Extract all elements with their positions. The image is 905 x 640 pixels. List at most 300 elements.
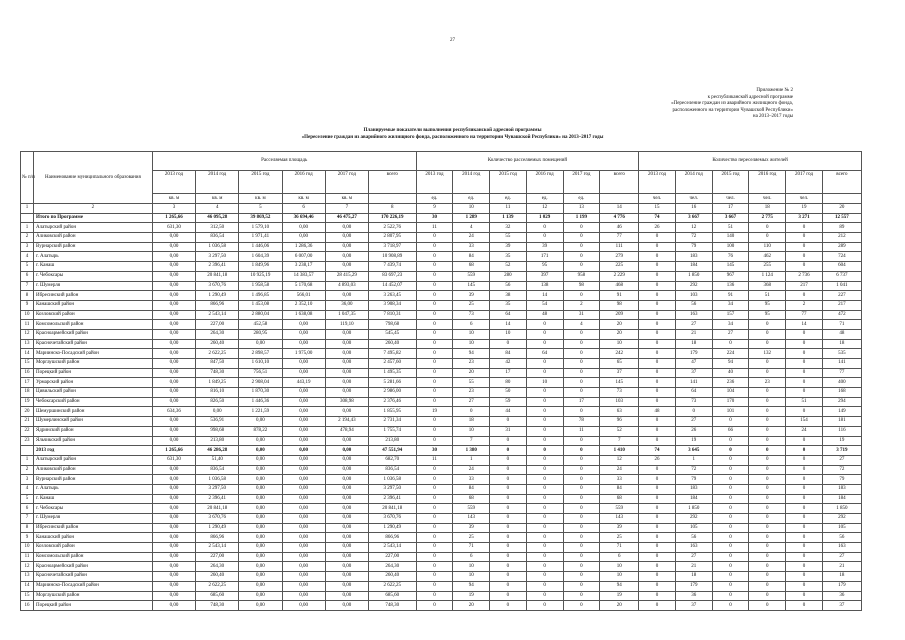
row-number: 14 bbox=[21, 349, 34, 359]
table-cell: 20 bbox=[600, 329, 639, 339]
header-year: 2016 год bbox=[282, 171, 325, 194]
table-row bbox=[21, 581, 862, 591]
table-cell: 566,01 bbox=[282, 291, 325, 301]
table-cell: 866,96 bbox=[196, 533, 239, 543]
column-number: 12 bbox=[526, 204, 563, 214]
table-cell: 95 bbox=[526, 262, 563, 272]
table-cell: 826,50 bbox=[196, 397, 239, 407]
table-cell: 3 670,76 bbox=[368, 514, 416, 524]
table-cell: 0 bbox=[712, 581, 749, 591]
table-cell: 0 bbox=[416, 233, 453, 243]
table-cell: 0 bbox=[749, 417, 786, 427]
table-cell: 0,00 bbox=[239, 562, 282, 572]
table-cell: 0 bbox=[563, 533, 600, 543]
table-cell: 1 849,96 bbox=[239, 262, 282, 272]
table-cell: 2 898,57 bbox=[239, 349, 282, 359]
table-cell: 4 bbox=[453, 223, 490, 233]
table-cell: 0 bbox=[786, 329, 823, 339]
table-cell: 0,00 bbox=[325, 359, 368, 369]
table-cell: 52 bbox=[600, 426, 639, 436]
row-number: 7 bbox=[21, 514, 34, 524]
table-cell: 0 bbox=[786, 552, 823, 562]
table-cell: 0 bbox=[526, 601, 563, 611]
table-cell: 105 bbox=[822, 523, 861, 533]
table-cell: 39 869,52 bbox=[239, 213, 282, 223]
table-cell: 0 bbox=[749, 397, 786, 407]
table-cell: 0,00 bbox=[239, 475, 282, 485]
table-row bbox=[21, 504, 862, 514]
table-cell: 0 bbox=[526, 533, 563, 543]
table-cell: 47 bbox=[675, 359, 712, 369]
table-cell: 0 bbox=[749, 601, 786, 611]
table-cell: 5 170,68 bbox=[282, 281, 325, 291]
row-number: 6 bbox=[21, 271, 34, 281]
table-cell: 0 bbox=[712, 455, 749, 465]
table-cell: 559 bbox=[453, 271, 490, 281]
table-cell: 3 297,50 bbox=[368, 484, 416, 494]
table-cell: 35 bbox=[490, 300, 527, 310]
header-year: всего bbox=[600, 171, 639, 194]
table-cell: 0 bbox=[563, 407, 600, 417]
municipality-name: г. Чебоксары bbox=[33, 271, 152, 281]
table-cell: 0 bbox=[639, 339, 676, 349]
table-cell: 0 bbox=[563, 475, 600, 485]
table-cell: 84 bbox=[600, 484, 639, 494]
table-cell: 0,00 bbox=[152, 465, 195, 475]
municipality-name: Мариинско-Посадский район bbox=[33, 349, 152, 359]
table-cell: 0 bbox=[749, 543, 786, 553]
table-cell: 14 bbox=[490, 320, 527, 330]
appendix-line: на 2013–2017 годы bbox=[752, 114, 793, 119]
table-cell: 0 bbox=[712, 475, 749, 485]
table-cell: 0 bbox=[490, 446, 527, 456]
table-row bbox=[21, 223, 862, 233]
table-cell: 72 bbox=[675, 233, 712, 243]
table-cell: 227,00 bbox=[196, 320, 239, 330]
column-number: 14 bbox=[600, 204, 639, 214]
table-cell: 20 841,18 bbox=[196, 271, 239, 281]
table-cell: 77 bbox=[822, 368, 861, 378]
table-cell: 0 bbox=[416, 329, 453, 339]
table-cell: 143 bbox=[453, 514, 490, 524]
table-cell: 0 bbox=[490, 339, 527, 349]
table-cell: 10 bbox=[453, 572, 490, 582]
table-cell: 72 bbox=[675, 465, 712, 475]
table-cell: 0 bbox=[712, 572, 749, 582]
table-cell: 1 446,06 bbox=[239, 242, 282, 252]
table-cell: 179 bbox=[675, 581, 712, 591]
header-year: 2014 год bbox=[675, 171, 712, 194]
table-cell: 0 bbox=[526, 320, 563, 330]
table-cell: 0 bbox=[563, 591, 600, 601]
table-cell: 18 bbox=[675, 339, 712, 349]
row-number: 3 bbox=[21, 242, 34, 252]
table-cell: 0 bbox=[786, 349, 823, 359]
table-cell: 23 bbox=[453, 359, 490, 369]
table-cell: 7 bbox=[453, 436, 490, 446]
table-cell: 0,00 bbox=[152, 533, 195, 543]
table-row bbox=[21, 388, 862, 398]
column-number: 17 bbox=[712, 204, 749, 214]
table-cell: 0 bbox=[563, 329, 600, 339]
table-cell: 0 bbox=[786, 475, 823, 485]
table-cell: 0 bbox=[490, 562, 527, 572]
table-cell: 816,10 bbox=[196, 388, 239, 398]
table-cell: 0,00 bbox=[282, 446, 325, 456]
municipality-name: Вурнарский район bbox=[33, 475, 152, 485]
table-row bbox=[21, 514, 862, 524]
table-cell: 0 bbox=[563, 484, 600, 494]
table-cell: 26 bbox=[639, 455, 676, 465]
row-number: 19 bbox=[21, 397, 34, 407]
table-cell: 1 265,66 bbox=[152, 213, 195, 223]
table-cell: 213,80 bbox=[368, 436, 416, 446]
table-cell: 0,00 bbox=[282, 368, 325, 378]
table-cell: 0 bbox=[526, 591, 563, 601]
table-cell: 0 bbox=[563, 359, 600, 369]
table-row bbox=[21, 339, 862, 349]
table-cell: 7 810,31 bbox=[368, 310, 416, 320]
table-cell: 47 551,94 bbox=[368, 446, 416, 456]
table-cell: 0 bbox=[675, 407, 712, 417]
table-cell: 0,00 bbox=[325, 262, 368, 272]
table-cell: 0,00 bbox=[282, 417, 325, 427]
table-cell: 2 986,00 bbox=[368, 388, 416, 398]
header-year: 2014 год bbox=[196, 171, 239, 194]
table-cell: 0,00 bbox=[152, 300, 195, 310]
table-cell: 0 bbox=[416, 242, 453, 252]
table-cell: 0 bbox=[563, 543, 600, 553]
header-unit: ед. bbox=[416, 194, 453, 204]
table-cell: 64 bbox=[490, 310, 527, 320]
table-cell: 183 bbox=[675, 252, 712, 262]
header-year: всего bbox=[368, 171, 416, 194]
table-cell: 0,00 bbox=[152, 378, 195, 388]
table-cell: 0 bbox=[786, 514, 823, 524]
table-row bbox=[21, 523, 862, 533]
table-cell: 1 036,58 bbox=[196, 475, 239, 485]
municipality-name: 2013 год bbox=[33, 446, 152, 456]
table-cell: 2 229 bbox=[600, 271, 639, 281]
table-cell: 0 bbox=[786, 223, 823, 233]
table-cell: 3 670,76 bbox=[196, 281, 239, 291]
table-cell: 2 908,04 bbox=[239, 378, 282, 388]
table-cell: 163 bbox=[675, 543, 712, 553]
row-number: 10 bbox=[21, 310, 34, 320]
table-cell: 0 bbox=[712, 533, 749, 543]
table-cell: 2 736 bbox=[786, 271, 823, 281]
table-cell: 0 bbox=[639, 320, 676, 330]
table-cell: 1 446,36 bbox=[239, 397, 282, 407]
header-year: 2016 год bbox=[526, 171, 563, 194]
table-cell: 26 bbox=[639, 223, 676, 233]
table-row bbox=[21, 543, 862, 553]
table-cell: 0 bbox=[416, 388, 453, 398]
table-cell: 682,70 bbox=[368, 455, 416, 465]
table-cell: 96 bbox=[600, 417, 639, 427]
table-cell: 0,00 bbox=[152, 329, 195, 339]
table-cell: 46 286,28 bbox=[196, 446, 239, 456]
table-row bbox=[21, 572, 862, 582]
table-cell: 79 bbox=[675, 242, 712, 252]
table-cell: 94 bbox=[600, 581, 639, 591]
table-cell: 23 bbox=[453, 388, 490, 398]
table-cell: 94 bbox=[712, 359, 749, 369]
table-cell: 0 bbox=[639, 484, 676, 494]
table-cell: 184 bbox=[675, 262, 712, 272]
table-cell: 0,00 bbox=[325, 455, 368, 465]
table-cell: 21 bbox=[675, 562, 712, 572]
table-cell: 0 bbox=[786, 436, 823, 446]
table-cell: 2 352,10 bbox=[282, 300, 325, 310]
table-cell: 0 bbox=[786, 407, 823, 417]
row-number: 11 bbox=[21, 320, 34, 330]
table-cell: 170 226,19 bbox=[368, 213, 416, 223]
table-cell: 1 265,66 bbox=[152, 446, 195, 456]
table-cell: 0,00 bbox=[239, 514, 282, 524]
table-cell: 0 bbox=[749, 223, 786, 233]
table-cell: 21 bbox=[822, 562, 861, 572]
table-cell: 5 281,66 bbox=[368, 378, 416, 388]
table-cell: 39 bbox=[526, 242, 563, 252]
table-cell: 14 bbox=[526, 291, 563, 301]
table-cell: 84 bbox=[453, 484, 490, 494]
table-row bbox=[21, 533, 862, 543]
table-row bbox=[21, 562, 862, 572]
table-cell: 0 bbox=[639, 262, 676, 272]
header-unit: кв. м bbox=[282, 194, 325, 204]
table-cell: 0,00 bbox=[282, 494, 325, 504]
table-cell: 0 bbox=[563, 349, 600, 359]
table-cell: 0 bbox=[639, 543, 676, 553]
table-cell: 1 638,08 bbox=[282, 310, 325, 320]
table-cell: 0 bbox=[749, 562, 786, 572]
table-cell: 0 bbox=[639, 591, 676, 601]
table-cell: 0 bbox=[639, 601, 676, 611]
table-row bbox=[21, 359, 862, 369]
table-cell: 0 bbox=[639, 533, 676, 543]
table-cell: 260,40 bbox=[196, 572, 239, 582]
table-cell: 179 bbox=[675, 349, 712, 359]
table-cell: 0 bbox=[786, 581, 823, 591]
table-cell: 46 bbox=[600, 223, 639, 233]
table-cell: 0,00 bbox=[282, 397, 325, 407]
table-cell: 11 bbox=[416, 455, 453, 465]
table-cell: 17 bbox=[563, 397, 600, 407]
table-cell: 0,00 bbox=[239, 581, 282, 591]
table-cell: 0 bbox=[786, 572, 823, 582]
table-cell: 0,00 bbox=[325, 252, 368, 262]
table-cell: 0 bbox=[749, 533, 786, 543]
table-cell: 1 bbox=[453, 455, 490, 465]
table-cell: 68 bbox=[453, 262, 490, 272]
table-cell: 145 bbox=[712, 262, 749, 272]
table-cell: 0 bbox=[749, 552, 786, 562]
row-number: 14 bbox=[21, 581, 34, 591]
row-number: 9 bbox=[21, 300, 34, 310]
table-row bbox=[21, 407, 862, 417]
table-cell: 0 bbox=[416, 591, 453, 601]
table-cell: 33 bbox=[600, 475, 639, 485]
table-cell: 0 bbox=[639, 368, 676, 378]
table-cell: 0 bbox=[526, 465, 563, 475]
table-cell: 0 bbox=[490, 533, 527, 543]
table-cell: 0 bbox=[639, 552, 676, 562]
table-cell: 10 bbox=[453, 562, 490, 572]
table-cell: 0 bbox=[563, 223, 600, 233]
municipality-name: Вурнарский район bbox=[33, 242, 152, 252]
table-cell: 0 bbox=[563, 252, 600, 262]
table-cell: 2 731,34 bbox=[368, 417, 416, 427]
municipality-name: Канашский район bbox=[33, 533, 152, 543]
header-unit: чел. bbox=[639, 194, 676, 204]
table-cell: 289 bbox=[822, 242, 861, 252]
table-cell: 292 bbox=[675, 281, 712, 291]
table-cell: 1 971,41 bbox=[239, 233, 282, 243]
column-number: 13 bbox=[563, 204, 600, 214]
table-cell: 0 bbox=[639, 271, 676, 281]
table-cell: 0 bbox=[749, 455, 786, 465]
row-number: 11 bbox=[21, 552, 34, 562]
table-cell: 0 bbox=[639, 291, 676, 301]
table-cell: 0 bbox=[416, 504, 453, 514]
table-cell: 0,00 bbox=[282, 543, 325, 553]
table-cell: 1 604,39 bbox=[239, 252, 282, 262]
table-cell: 154 bbox=[786, 417, 823, 427]
table-cell: 103 bbox=[675, 291, 712, 301]
table-cell: 0 bbox=[416, 378, 453, 388]
table-cell: 0,00 bbox=[282, 591, 325, 601]
municipality-name: Красночетайский район bbox=[33, 339, 152, 349]
table-cell: 2 396,41 bbox=[196, 262, 239, 272]
header-unit: кв. м bbox=[239, 194, 282, 204]
table-cell: 0 bbox=[786, 339, 823, 349]
table-cell: 0 bbox=[526, 484, 563, 494]
table-cell: 18 bbox=[822, 572, 861, 582]
table-cell: 18 bbox=[675, 572, 712, 582]
table-cell: 0 bbox=[639, 523, 676, 533]
table-cell: 260,40 bbox=[196, 339, 239, 349]
table-cell: 0 bbox=[786, 359, 823, 369]
table-cell: 0 bbox=[563, 262, 600, 272]
table-cell: 0,00 bbox=[152, 591, 195, 601]
table-cell: 0 bbox=[490, 484, 527, 494]
table-row bbox=[21, 262, 862, 272]
municipality-name: г. Канаш bbox=[33, 262, 152, 272]
table-cell: 0 bbox=[786, 368, 823, 378]
table-cell: 0 bbox=[490, 455, 527, 465]
table-cell: 0 bbox=[526, 359, 563, 369]
table-cell: 0 bbox=[749, 475, 786, 485]
table-cell: 101 bbox=[712, 407, 749, 417]
table-cell: 0 bbox=[639, 397, 676, 407]
header-year: 2015 год bbox=[239, 171, 282, 194]
table-cell: 143 bbox=[600, 514, 639, 524]
table-cell: 36 bbox=[822, 591, 861, 601]
table-cell: 0 bbox=[639, 388, 676, 398]
table-cell: 0 bbox=[526, 543, 563, 553]
table-cell: 48 bbox=[822, 329, 861, 339]
table-cell: 0 bbox=[526, 388, 563, 398]
table-cell: 0 bbox=[416, 368, 453, 378]
table-cell: 0 bbox=[639, 436, 676, 446]
row-number: 13 bbox=[21, 572, 34, 582]
table-row bbox=[21, 397, 862, 407]
municipality-name: Алатырский район bbox=[33, 455, 152, 465]
table-cell: 1 870,30 bbox=[239, 388, 282, 398]
table-cell: 0 bbox=[712, 494, 749, 504]
table-cell: 73 bbox=[600, 388, 639, 398]
table-cell: 0 bbox=[563, 523, 600, 533]
table-cell: 1 bbox=[675, 455, 712, 465]
header-unit bbox=[822, 194, 861, 204]
table-cell: 1 199 bbox=[563, 213, 600, 223]
table-cell: 46 475,27 bbox=[325, 213, 368, 223]
table-cell: 7 495,82 bbox=[368, 349, 416, 359]
row-number: 7 bbox=[21, 281, 34, 291]
table-row bbox=[21, 494, 862, 504]
table-cell: 55 bbox=[453, 378, 490, 388]
table-cell: 631,30 bbox=[152, 455, 195, 465]
table-cell: 0,00 bbox=[239, 436, 282, 446]
table-cell: 0,00 bbox=[239, 417, 282, 427]
table-cell: 0 bbox=[490, 601, 527, 611]
table-cell: 0 bbox=[712, 543, 749, 553]
table-cell: 4 893,03 bbox=[325, 281, 368, 291]
table-cell: 84 bbox=[490, 349, 527, 359]
table-cell: 536,91 bbox=[196, 417, 239, 427]
table-cell: 452,58 bbox=[239, 320, 282, 330]
municipality-name: Аликовский район bbox=[33, 465, 152, 475]
table-cell: 51 bbox=[786, 397, 823, 407]
table-cell: 0,00 bbox=[325, 242, 368, 252]
municipality-name: Алатырский район bbox=[33, 223, 152, 233]
table-cell: 0,00 bbox=[152, 339, 195, 349]
table-row bbox=[21, 233, 862, 243]
table-row bbox=[21, 242, 862, 252]
table-cell: 0,00 bbox=[282, 533, 325, 543]
table-cell: 0 bbox=[749, 484, 786, 494]
table-cell: 11 bbox=[563, 426, 600, 436]
table-cell: 0 bbox=[416, 475, 453, 485]
table-cell: 51 bbox=[749, 291, 786, 301]
table-cell: 136 bbox=[712, 281, 749, 291]
document-title bbox=[0, 128, 905, 141]
table-cell: 0,00 bbox=[152, 562, 195, 572]
column-number: 19 bbox=[786, 204, 823, 214]
table-cell: 0 bbox=[416, 359, 453, 369]
table-cell: 48 bbox=[639, 407, 676, 417]
row-number: 18 bbox=[21, 388, 34, 398]
table-cell: 0,00 bbox=[152, 484, 195, 494]
table-cell: 1 496,85 bbox=[239, 291, 282, 301]
table-cell: 111 bbox=[600, 242, 639, 252]
table-cell: 224 bbox=[712, 349, 749, 359]
table-cell: 19 bbox=[675, 436, 712, 446]
table-cell: 0 bbox=[563, 601, 600, 611]
table-cell: 28 415,29 bbox=[325, 271, 368, 281]
table-cell: 217 bbox=[786, 281, 823, 291]
table-row bbox=[21, 484, 862, 494]
table-cell: 1 289 bbox=[453, 213, 490, 223]
table-cell: 0 bbox=[563, 514, 600, 524]
table-cell: 0,00 bbox=[239, 572, 282, 582]
table-cell: 1 958,58 bbox=[239, 281, 282, 291]
table-cell: 0 bbox=[749, 494, 786, 504]
table-cell: 0 bbox=[563, 368, 600, 378]
table-cell: 140 bbox=[712, 233, 749, 243]
table-cell: 0 bbox=[712, 552, 749, 562]
